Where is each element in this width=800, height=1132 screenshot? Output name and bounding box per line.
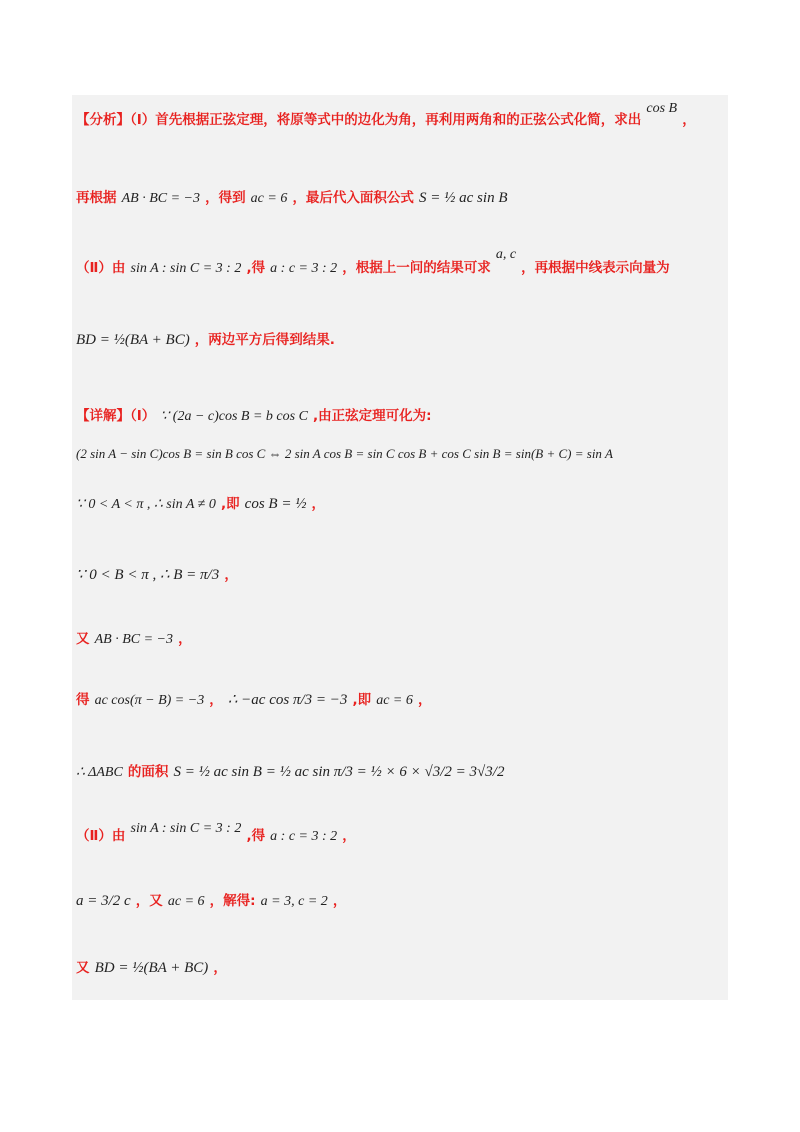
math-sine-ratio: sin A : sin C = 3 : 2 bbox=[130, 821, 242, 836]
detail-text: 又 bbox=[76, 960, 90, 976]
math-ac-vars: a, c bbox=[495, 247, 517, 262]
detail-line-7 bbox=[76, 760, 504, 781]
punct: ， bbox=[682, 112, 696, 128]
math-area-formula: S = ½ ac sin B bbox=[419, 190, 508, 206]
punct: ， bbox=[224, 567, 238, 583]
math-ac: ac = 6 bbox=[376, 693, 413, 708]
analysis-text: 【分析】（Ⅰ）首先根据正弦定理，将原等式中的边化为角，再利用两角和的正弦公式化简，求出 bbox=[76, 112, 642, 128]
detail-text: ，又 bbox=[135, 893, 163, 909]
detail-line-2 bbox=[76, 443, 613, 462]
analysis-text: ，得到 bbox=[205, 190, 246, 206]
detail-text: ,即 bbox=[220, 496, 240, 512]
math-ac: ac = 6 bbox=[250, 191, 288, 206]
math-area-result: S = ½ ac sin B = ½ ac sin π/3 = ½ × 6 × √3/2 = 3√3/2 bbox=[173, 764, 505, 780]
detail-heading: 【详解】（Ⅰ） bbox=[76, 408, 156, 424]
punct: ， bbox=[342, 828, 356, 844]
detail-text: 得 bbox=[76, 692, 90, 708]
detail-text: ,得 bbox=[246, 828, 266, 844]
solution-panel bbox=[72, 95, 728, 1000]
analysis-line-4 bbox=[76, 328, 335, 349]
punct: ， bbox=[311, 496, 326, 512]
math-median-vector: BD = ½(BA + BC) bbox=[94, 960, 209, 976]
detail-line-6 bbox=[76, 688, 431, 709]
analysis-line-2 bbox=[76, 186, 507, 207]
math-median-vector: BD = ½(BA + BC) bbox=[76, 332, 190, 348]
math-sine-transform: (2 sin A − sin C)cos B = sin B cos C ⇔ 2 sin A cos B = sin C cos B + cos C sin B = sin(B + C) = sin A bbox=[76, 446, 613, 461]
punct: ， bbox=[417, 692, 432, 708]
detail-line-9 bbox=[76, 889, 346, 910]
math-side-ratio: a : c = 3 : 2 bbox=[270, 829, 338, 844]
detail-text: （Ⅱ）由 bbox=[76, 828, 126, 844]
math-given: ∵ (2a − c)cos B = b cos C bbox=[160, 409, 308, 424]
math-ac: ac = 6 bbox=[167, 894, 205, 909]
math-cosB-value: cos B = ½ bbox=[244, 496, 307, 512]
detail-line-1 bbox=[76, 404, 432, 425]
math-range-A: ∵ 0 < A < π , ∴ sin A ≠ 0 bbox=[76, 497, 216, 512]
math-a-in-c: a = 3/2 c bbox=[76, 893, 131, 909]
math-triangle: ∴ ΔABC bbox=[76, 765, 123, 780]
punct: ， bbox=[332, 893, 347, 909]
analysis-text: ，根据上一问的结果可求 bbox=[342, 260, 491, 276]
math-dot-product: AB · BC = −3 bbox=[94, 632, 173, 647]
analysis-text: ，最后代入面积公式 bbox=[292, 190, 414, 206]
analysis-line-1 bbox=[76, 101, 696, 129]
detail-text: 的面积 bbox=[127, 764, 169, 780]
detail-line-4 bbox=[76, 563, 238, 584]
detail-line-8 bbox=[76, 821, 356, 845]
math-sine-ratio: sin A : sin C = 3 : 2 bbox=[130, 261, 242, 276]
analysis-line-3 bbox=[76, 247, 670, 277]
detail-line-10 bbox=[76, 956, 227, 977]
analysis-text: ,得 bbox=[246, 260, 266, 276]
analysis-text: ，两边平方后得到结果. bbox=[194, 332, 335, 348]
detail-line-3 bbox=[76, 492, 325, 513]
detail-text: ,由正弦定理可化为: bbox=[313, 408, 432, 424]
analysis-text: （Ⅱ）由 bbox=[76, 260, 126, 276]
math-solution: a = 3, c = 2 bbox=[260, 894, 328, 909]
punct: ， bbox=[209, 692, 223, 708]
math-neg-ac-cos: ∴ −ac cos π/3 = −3 bbox=[227, 692, 348, 708]
detail-line-5 bbox=[76, 627, 192, 648]
analysis-text: ，再根据中线表示向量为 bbox=[521, 260, 670, 276]
detail-text: ,即 bbox=[352, 692, 372, 708]
math-dot-product: AB · BC = −3 bbox=[121, 191, 200, 206]
math-cos-pi-minus-B: ac cos(π − B) = −3 bbox=[94, 693, 205, 708]
detail-text: ，解得: bbox=[209, 893, 256, 909]
math-B-value: ∵ 0 < B < π , ∴ B = π/3 bbox=[76, 567, 220, 583]
math-side-ratio: a : c = 3 : 2 bbox=[270, 261, 338, 276]
detail-text: 又 bbox=[76, 631, 90, 647]
math-cosB: cos B bbox=[646, 101, 678, 116]
analysis-text: 再根据 bbox=[76, 190, 117, 206]
punct: ， bbox=[178, 631, 192, 647]
punct: ， bbox=[213, 960, 227, 976]
